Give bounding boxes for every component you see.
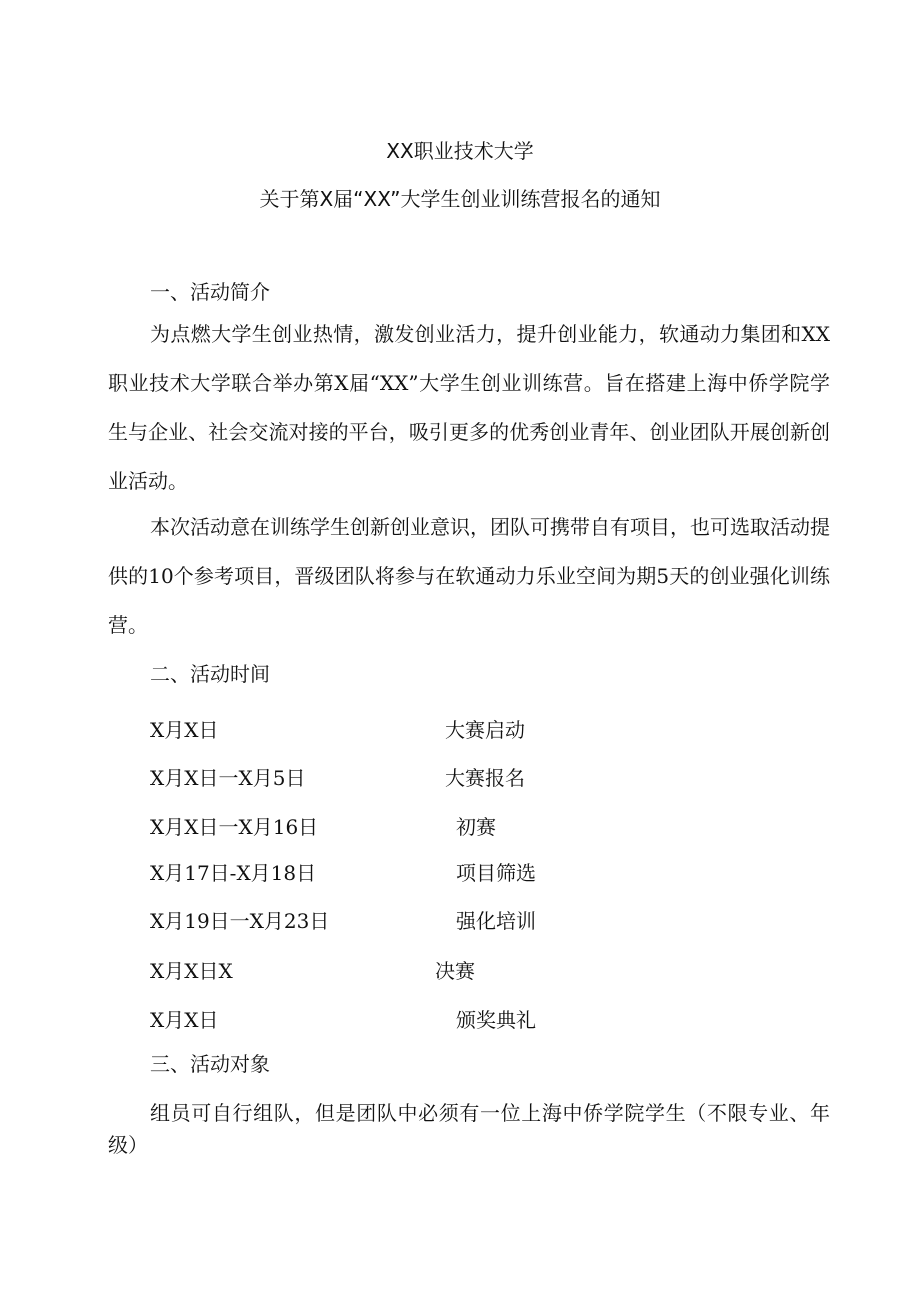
document-title-notice: 关于第X届“XX”大学生创业训练营报名的通知	[259, 187, 661, 211]
section-heading-participants: 三、活动对象	[150, 1052, 270, 1076]
intro-paragraph-1: 为点燃大学生创业热情，激发创业活力，提升创业能力，软通动力集团和XX职业技术大学联合举办第X届“XX”大学生创业训练营。旨在搭建上海中侨学院学生与企业、社会交流对接的平台，吸引更多的优秀创业青年、创业团队开展创新创业活动。	[108, 322, 830, 493]
schedule-event: 颁奖典礼	[456, 1008, 536, 1032]
schedule-date: X月X日一X月16日	[150, 815, 319, 839]
schedule-date: X月19日一X月23日	[150, 909, 330, 933]
schedule-date: X月X日X	[150, 959, 233, 983]
schedule-event: 决赛	[435, 959, 475, 983]
schedule-date: X月X日	[150, 1008, 219, 1032]
intro-paragraph-2: 本次活动意在训练学生创新创业意识，团队可携带自有项目，也可选取活动提供的10个参考项目，晋级团队将参与在软通动力乐业空间为期5天的创业强化训练营。	[108, 515, 830, 637]
section-heading-schedule: 二、活动时间	[150, 662, 270, 686]
schedule-date: X月X日	[150, 718, 219, 742]
schedule-event: 初赛	[456, 815, 496, 839]
document-title-school: XX职业技术大学	[386, 139, 534, 163]
schedule-date: X月X日一X月5日	[150, 766, 306, 790]
schedule-event: 大赛启动	[445, 718, 525, 742]
schedule-event: 项目筛选	[456, 861, 536, 885]
schedule-event: 强化培训	[456, 909, 536, 933]
schedule-date: X月17日-X月18日	[150, 861, 317, 885]
participants-paragraph: 组员可自行组队，但是团队中必须有一位上海中侨学院学生（不限专业、年级）	[108, 1101, 830, 1157]
section-heading-intro: 一、活动简介	[150, 280, 270, 304]
schedule-event: 大赛报名	[445, 766, 525, 790]
